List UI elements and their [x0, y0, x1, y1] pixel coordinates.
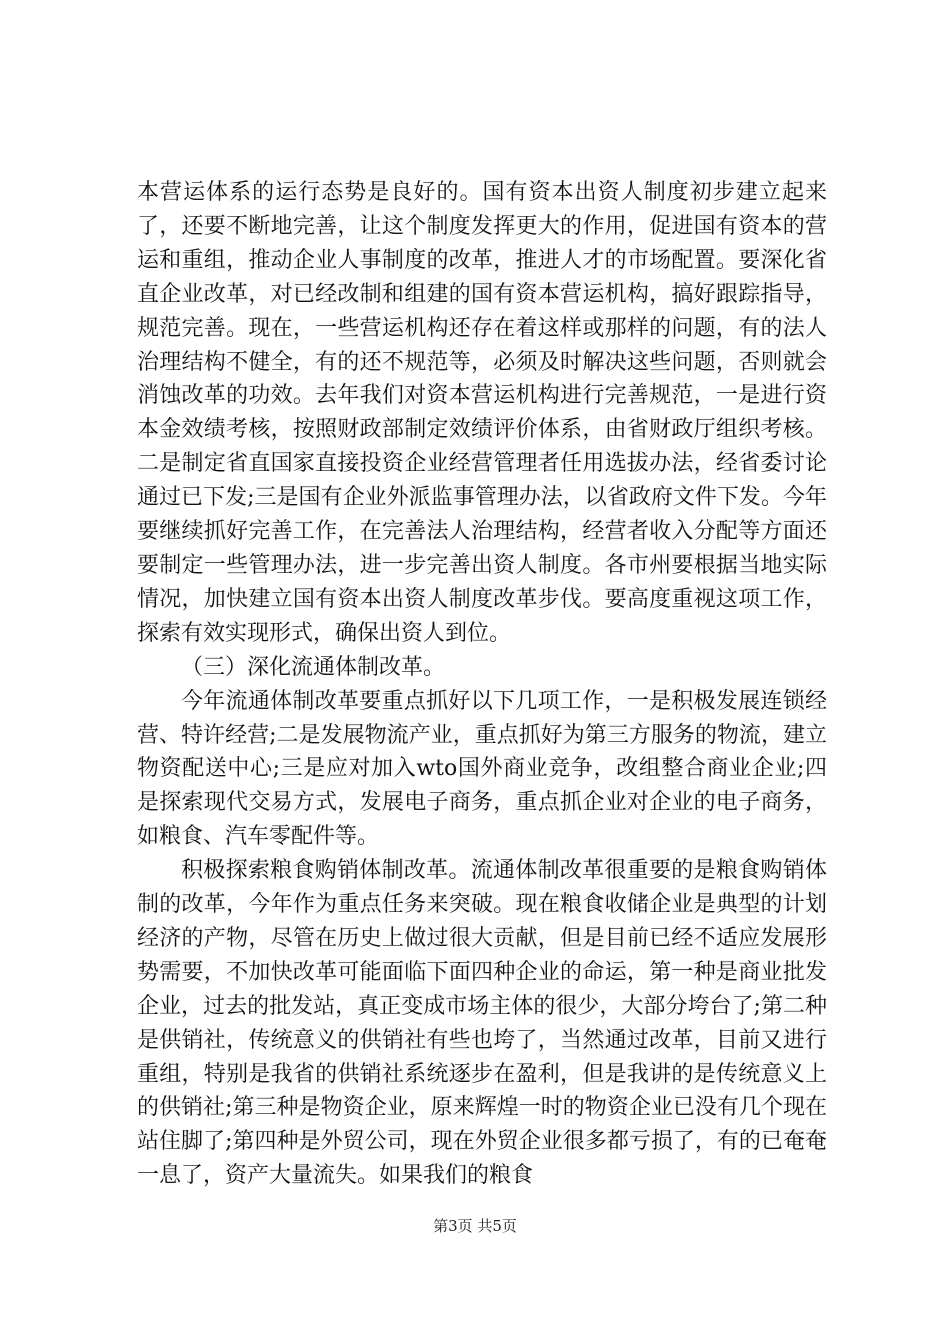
body-paragraph-2: 今年流通体制改革要重点抓好以下几项工作，一是积极发展连锁经营、特许经营;二是发展物流产业，重点抓好为第三方服务的物流，建立物资配送中心;三是应对加入wto国外商业竞争，改组整合商业企业;四是探索现代交易方式，发展电子商务，重点抓企业对企业的电子商务，如粮食、汽车零配件等。 [137, 688, 827, 850]
body-paragraph-1: 本营运体系的运行态势是良好的。国有资本出资人制度初步建立起来了，还要不断地完善，让这个制度发挥更大的作用，促进国有资本的营运和重组，推动企业人事制度的改革，推进人才的市场配置。要深化省直企业改革，对已经改制和组建的国有资本营运机构，搞好跟踪指导，规范完善。现在，一些营运机构还存在着这样或那样的问题，有的法人治理结构不健全，有的还不规范等，必须及时解决这些问题，否则就会消蚀改革的功效。去年我们对资本营运机构进行完善规范，一是进行资本金效绩考核，按照财政部制定效绩评价体系，由省财政厅组织考核。二是制定省直国家直接投资企业经营管理者任用选拔办法，经省委讨论通过已下发;三是国有企业外派监事管理办法，以省政府文件下发。今年要继续抓好完善工作，在完善法人治理结构，经营者收入分配等方面还要制定一些管理办法，进一步完善出资人制度。各市州要根据当地实际情况，加快建立国有资本出资人制度改革步伐。要高度重视这项工作，探索有效实现形式，确保出资人到位。 [137, 180, 827, 646]
section-heading-3: （三）深化流通体制改革。 [181, 654, 446, 680]
document-body [137, 176, 827, 1193]
body-paragraph-3: 积极探索粮食购销体制改革。流通体制改革很重要的是粮食购销体制的改革，今年作为重点任务来突破。现在粮食收储企业是典型的计划经济的产物，尽管在历史上做过很大贡献，但是目前已经不适应发展形势需要，不加快改革可能面临下面四种企业的命运，第一种是商业批发企业，过去的批发站，真正变成市场主体的很少，大部分垮台了;第二种是供销社，传统意义的供销社有些也垮了，当然通过改革，目前又进行重组，特别是我省的供销社系统逐步在盈利，但是我讲的是传统意义上的供销社;第三种是物资企业，原来辉煌一时的物资企业已没有几个现在站住脚了;第四种是外贸公司，现在外贸企业很多都亏损了，有的已奄奄一息了，资产大量流失。如果我们的粮食 [137, 858, 827, 1189]
page-number: 第3页 [433, 1217, 473, 1235]
page-total: 共5页 [477, 1217, 517, 1235]
page-footer [0, 1215, 950, 1236]
